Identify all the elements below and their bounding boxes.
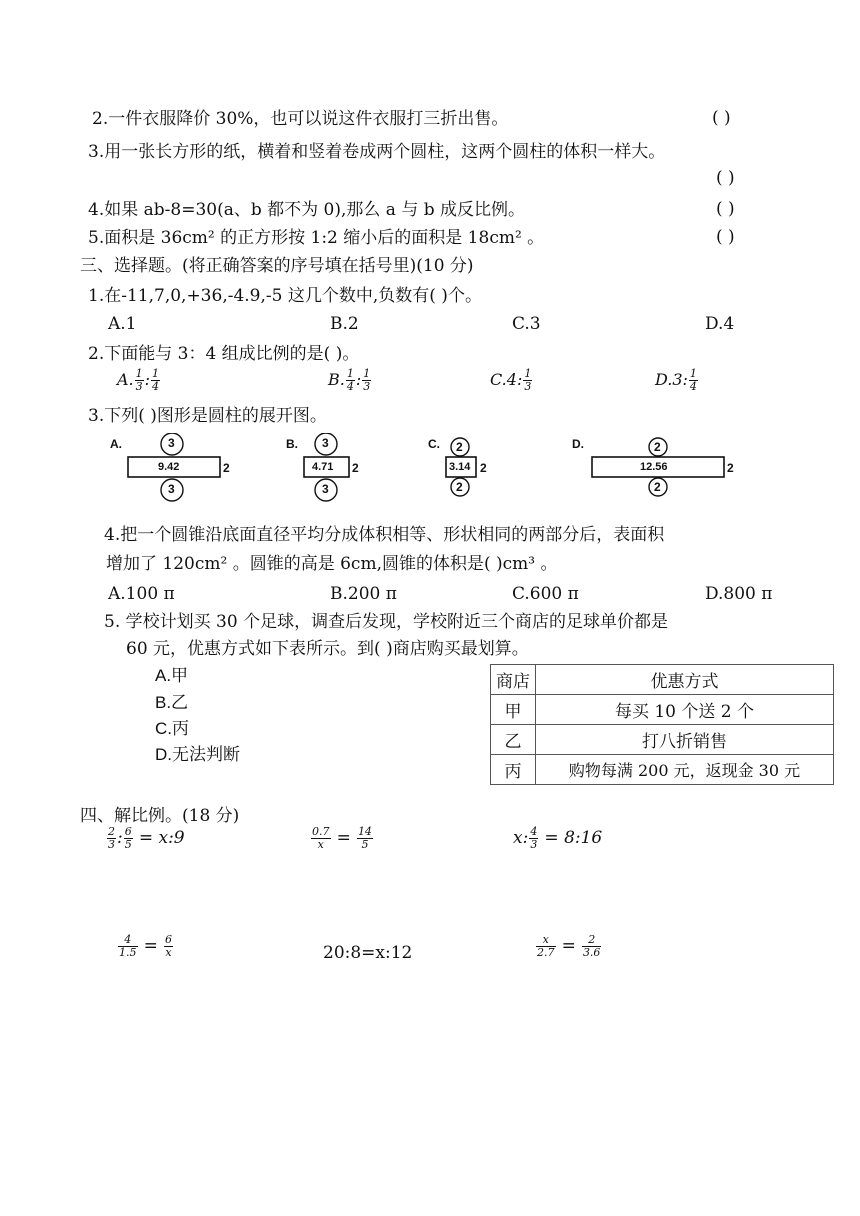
option-a[interactable] [108,433,238,503]
option-b[interactable] [286,433,366,503]
choice-question-4-line1: 4.把一个圆锥沿底面直径平均分成体积相等、形状相同的两部分后，表面积 [104,525,665,545]
equation-left: x: [513,828,529,848]
fraction: $\frac{1}{4}$ [346,367,354,393]
rect-label: 9.42 [158,461,180,473]
table-row [491,695,834,725]
table-header-cell: 优惠方式 [536,665,834,695]
option-d[interactable] [572,433,742,503]
discount-table [490,664,834,785]
circle-label: 3 [168,436,175,450]
option-letter: D. [572,437,584,451]
option-letter: C.4: [490,370,523,389]
table-cell: 丙 [491,755,536,785]
circle-label: 3 [168,482,175,496]
option-letter: A. [110,437,122,451]
option-d[interactable]: D.4 [705,314,735,334]
side-label: 2 [352,461,359,475]
proportion-equation-2 [310,826,374,851]
option-c[interactable] [490,368,533,393]
table-row [491,755,834,785]
judge-question-3: 3.用一张长方形的纸，横着和竖着卷成两个圆柱，这两个圆柱的体积一样大。 [88,142,666,162]
choice-question-4-line2: 增加了 120cm² 。圆锥的高是 6cm,圆锥的体积是( )cm³ 。 [106,554,558,574]
option-letter: A. [117,370,134,389]
answer-paren[interactable]: ( ) [716,199,735,219]
option-b[interactable]: B.200 π [330,584,397,604]
option-letter: B. [286,437,298,451]
side-label: 2 [727,461,734,475]
choice-question-5-line2: 60 元，优惠方式如下表所示。到( )商店购买最划算。 [126,639,529,659]
side-label: 2 [480,461,487,475]
table-header-row [491,665,834,695]
fraction: $\frac{1}{3}$ [135,367,143,393]
option-d[interactable] [655,368,699,393]
equals-sign: = [143,936,158,956]
fraction: $\frac{1}{3}$ [363,367,371,393]
rect-label: 4.71 [312,461,334,473]
fraction: $\frac{1}{4}$ [689,367,697,393]
equals-sign: = [336,828,351,848]
rect-label: 3.14 [449,461,471,473]
option-b[interactable]: B.乙 [155,693,189,712]
table-cell: 每买 10 个送 2 个 [536,695,834,725]
proportion-equation-1: $\frac{2}{3}$ : $\frac{6}{5}$ = x:9 [108,825,185,851]
answer-paren[interactable]: ( ) [716,227,735,247]
option-b[interactable]: B.2 [330,314,359,334]
circle-label: 3 [322,436,329,450]
fraction: $\frac{0.7}{x}$ [312,825,330,851]
section-heading-proportion: 四、解比例。(18 分) [80,806,240,826]
circle-label: 2 [456,440,463,454]
judge-question-2: 2.一件衣服降价 30%，也可以说这件衣服打三折出售。 [92,109,509,129]
table-cell: 购物每满 200 元，返现金 30 元 [536,755,834,785]
option-letter: D.3: [655,370,688,389]
judge-question-4: 4.如果 ab-8=30(a、b 都不为 0),那么 a 与 b 成反比例。 [88,200,526,220]
option-b[interactable]: B. $\frac{1}{4}$ : $\frac{1}{3}$ [328,367,371,393]
fraction: $\frac{1}{4}$ [152,367,160,393]
option-a[interactable]: A.1 [108,314,137,334]
table-row [491,725,834,755]
option-a[interactable]: A. $\frac{1}{3}$ : $\frac{1}{4}$ [117,367,160,393]
fraction: $\frac{2}{3}$ [108,825,115,851]
side-label: 2 [223,461,230,475]
choice-question-5-line1: 5. 学校计划买 30 个足球，调查后发现，学校附近三个商店的足球单价都是 [104,612,669,632]
table-header-cell: 商店 [491,665,536,695]
equation-rest: = x:9 [138,828,185,848]
table-cell: 打八折销售 [536,725,834,755]
choice-question-2: 2.下面能与 3：4 组成比例的是( )。 [88,344,360,364]
answer-paren[interactable]: ( ) [712,108,731,128]
option-c[interactable]: C.3 [512,314,541,334]
option-letter: B. [328,370,345,389]
table-cell: 甲 [491,695,536,725]
proportion-equation-3 [513,826,602,851]
circle-label: 2 [456,480,463,494]
fraction: $\frac{4}{3}$ [530,825,538,851]
fraction: $\frac{14}{5}$ [357,825,372,851]
fraction: $\frac{4}{1.5}$ [119,933,137,959]
fraction: $\frac{2}{3.6}$ [582,933,601,959]
option-a[interactable]: A.100 π [108,584,175,604]
circle-label: 2 [654,480,661,494]
option-c[interactable]: C.丙 [155,719,189,738]
equals-sign: = [561,936,576,956]
option-c[interactable] [428,433,498,503]
fraction: $\frac{6}{x}$ [164,933,172,959]
circle-label: 2 [654,440,661,454]
proportion-equation-5: 20:8=x:12 [323,943,413,963]
section-heading-choice: 三、选择题。(将正确答案的序号填在括号里)(10 分) [80,256,474,276]
option-d[interactable]: D.无法判断 [155,745,240,764]
circle-label: 3 [322,482,329,496]
equation-rest: = 8:16 [544,828,603,848]
proportion-equation-4 [117,934,174,959]
option-d[interactable]: D.800 π [705,584,773,604]
fraction: $\frac{1}{3}$ [524,367,532,393]
choice-question-3: 3.下列( )图形是圆柱的展开图。 [88,406,327,426]
table-cell: 乙 [491,725,536,755]
answer-paren[interactable]: ( ) [716,168,735,188]
option-letter: C. [428,437,440,451]
rect-label: 12.56 [640,461,668,473]
proportion-equation-6 [535,934,602,959]
option-a[interactable]: A.甲 [155,666,189,685]
fraction: $\frac{6}{5}$ [124,825,132,851]
judge-question-5: 5.面积是 36cm² 的正方形按 1:2 缩小后的面积是 18cm² 。 [88,228,545,248]
option-c[interactable]: C.600 π [512,584,579,604]
fraction: $\frac{x}{2.7}$ [537,933,555,959]
choice-question-1: 1.在-11,7,0,+36,-4.9,-5 这几个数中,负数有( )个。 [88,286,482,306]
